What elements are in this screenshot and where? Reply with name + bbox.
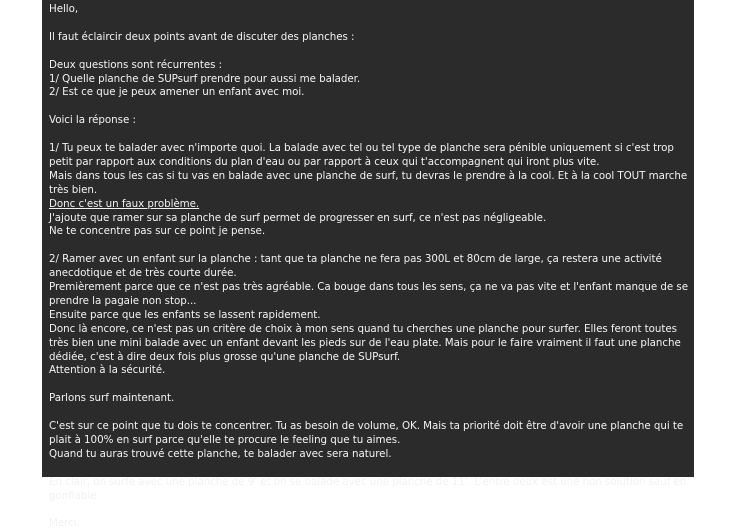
answer-2-text: Ensuite parce que les enfants se lassent rapidement. (49, 308, 321, 321)
questions-intro: Deux questions sont récurrentes : (49, 58, 223, 71)
answer-intro: Voici la réponse : (49, 114, 136, 127)
question-2: 2/ Est ce que je peux amener un enfant avec moi. (49, 86, 305, 99)
paragraph-gap (49, 239, 694, 253)
surf-intro: Parlons surf maintenant. (49, 392, 175, 405)
post-panel (42, 0, 694, 530)
answer-2-text: Attention à la sécurité. (49, 364, 166, 377)
answer-2-text: Premièrement parce que ce n'est pas très agréable. Ca bouge dans tous les sens, ça ne va pas vite et l'enfant manque de se prendre la pagaie non stop... (49, 281, 688, 307)
answer-2-text: Donc là encore, ce n'est pas un critère de choix à mon sens quand tu cherches une planche pour surfer. Elles feront toutes très bien une mini balade avec un enfant devant les pieds sur de l'eau plate. Mais pour le faire vraiment il faut une planche dédiée, c'est à dire deux fois plus grosse qu'une planche de SUPsurf. (49, 322, 681, 363)
post-body (49, 3, 694, 531)
paragraph-gap (49, 406, 694, 420)
paragraph-gap (49, 17, 694, 31)
surf-text: Quand tu auras trouvé cette planche, te balader avec sera naturel. (49, 447, 392, 460)
answer-1-emphasis: Donc c'est un faux problème. (49, 197, 200, 210)
paragraph-gap (49, 378, 694, 392)
answer-1-text: 1/ Tu peux te balader avec n'importe quoi. La balade avec tel ou tel type de planche sera pénible uniquement si c'est trop petit par rapport aux conditions du plan d'eau ou par rapport à ceux qui t'accompagnent qui iront plus vite. (49, 142, 674, 168)
paragraph-gap (49, 128, 694, 142)
paragraph-gap (49, 504, 694, 518)
answer-1-text: Ne te concentre pas sur ce point je pense. (49, 225, 266, 238)
paragraph-gap (49, 100, 694, 114)
signoff: Merci. (49, 517, 80, 530)
answer-1-text: J'ajoute que ramer sur sa planche de surf permet de progresser en surf, ce n'est pas négligeable. (49, 211, 547, 224)
answer-2-text: 2/ Ramer avec un enfant sur la planche : tant que ta planche ne fera pas 300L et 80cm de large, ça restera une activité anecdotique et de très courte durée. (49, 253, 662, 280)
paragraph-gap (49, 45, 694, 59)
intro-text: Il faut éclaircir deux points avant de discuter des planches : (49, 30, 355, 43)
paragraph-gap (49, 462, 694, 476)
greeting: Hello, (49, 3, 79, 15)
surf-text: C'est sur ce point que tu dois te concentrer. Tu as besoin de volume, OK. Mais ta priorité doit être d'avoir une planche qui te plait à 100% en surf parce qu'elle te procure le feeling que tu aimes. (49, 420, 684, 446)
answer-1-text: Mais dans tous les cas si tu vas en balade avec une planche de surf, tu devras le prendre à la cool. Et à la cool TOUT marche très bien. (49, 169, 688, 196)
question-1: 1/ Quelle planche de SUPsurf prendre pour aussi me balader. (49, 72, 361, 85)
conclusion-text: En clair, on surfe avec une planche de 9' et on se balade avec une planche de 11'. L'entre deux est une non solution sauf en gonflable. (49, 475, 687, 502)
